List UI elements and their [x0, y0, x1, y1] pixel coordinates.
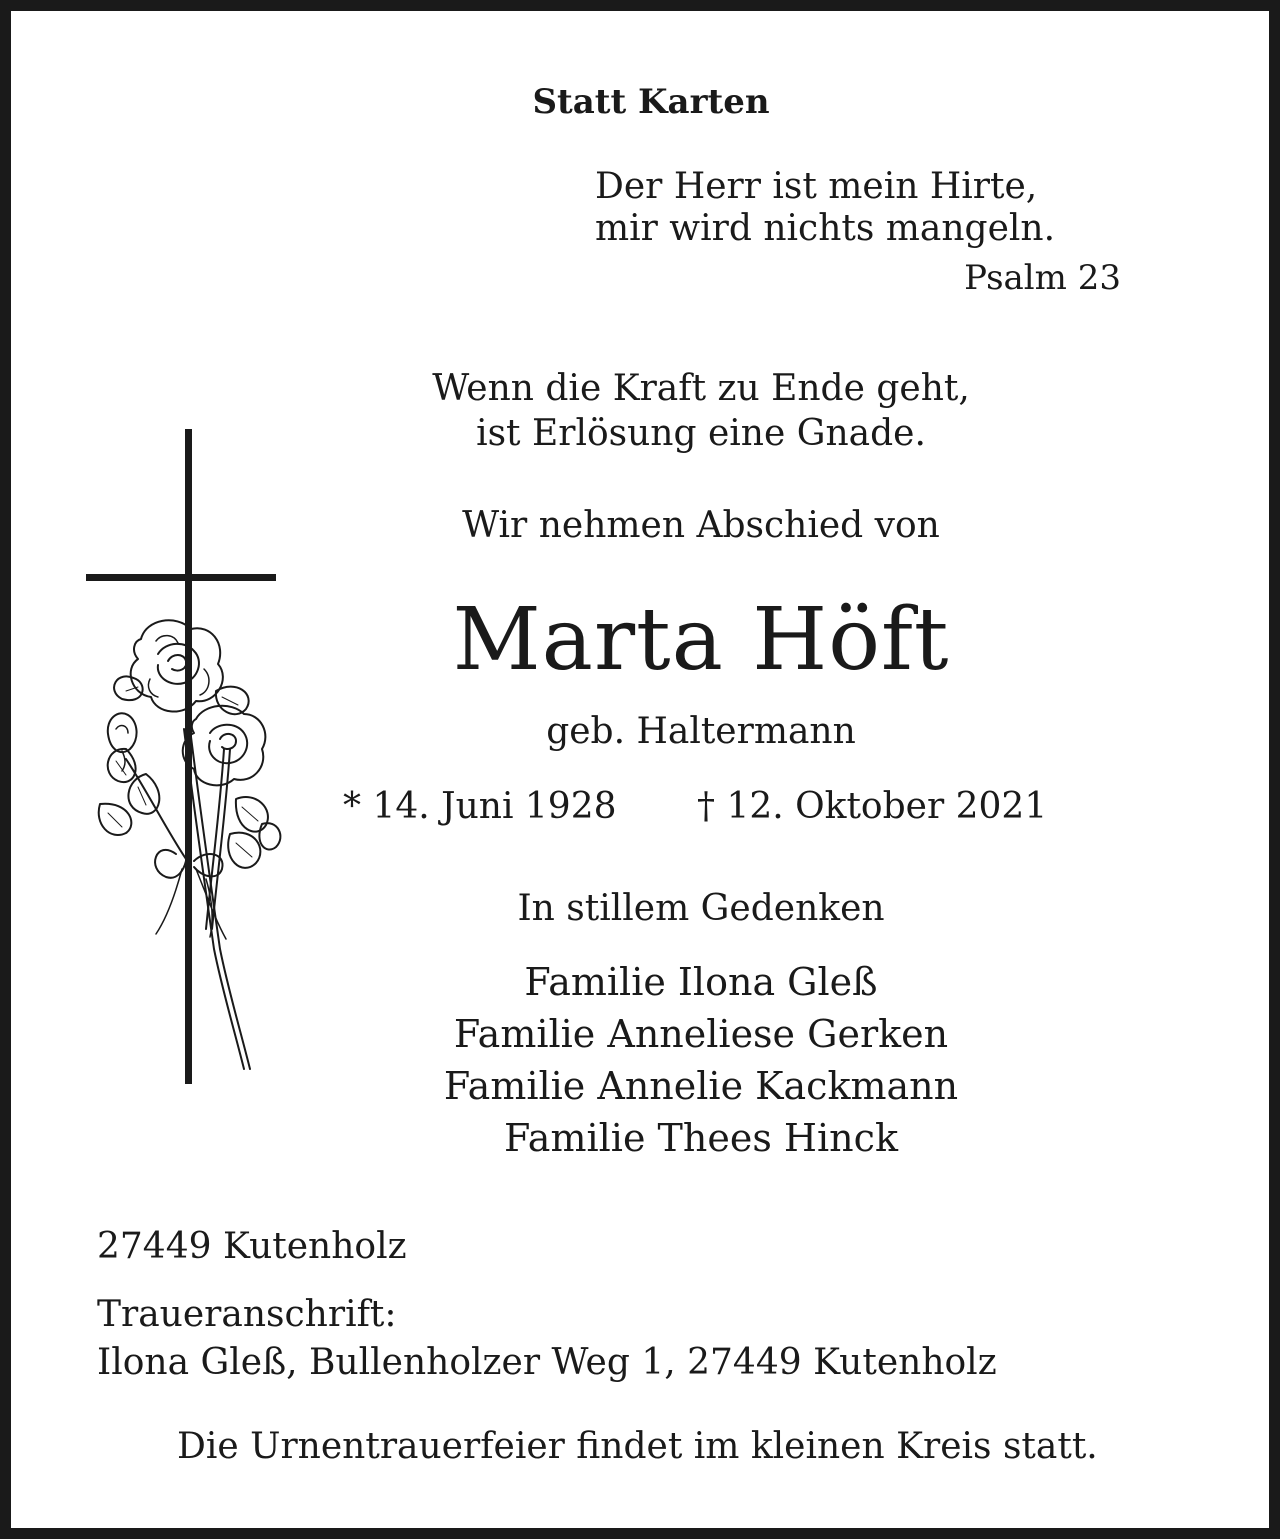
psalm-line-2: mir wird nichts mangeln. [595, 208, 1056, 249]
family-name: Familie Anneliese Gerken [453, 1012, 949, 1056]
psalm-reference: Psalm 23 [964, 258, 1121, 298]
deceased-name: Marta Höft [452, 590, 950, 690]
mourning-address: Ilona Gleß, Bullenholzer Weg 1, 27449 Kutenholz [97, 1342, 997, 1383]
statt-karten-heading: Statt Karten [532, 82, 770, 122]
family-name: Familie Thees Hinck [504, 1116, 898, 1160]
cross-with-roses-icon [86, 429, 306, 1099]
quote-line-2: ist Erlösung eine Gnade. [476, 413, 926, 454]
remembrance-line: In stillem Gedenken [517, 888, 885, 929]
death-date: † 12. Oktober 2021 [697, 786, 1048, 827]
location: 27449 Kutenholz [97, 1226, 407, 1267]
birth-date: * 14. Juni 1928 [343, 786, 617, 827]
farewell-intro: Wir nehmen Abschied von [462, 505, 940, 546]
psalm-line-1: Der Herr ist mein Hirte, [595, 166, 1038, 207]
family-name: Familie Annelie Kackmann [443, 1064, 959, 1108]
quote-line-1: Wenn die Kraft zu Ende geht, [432, 368, 970, 409]
family-name: Familie Ilona Gleß [524, 960, 878, 1004]
ceremony-note: Die Urnentrauerfeier findet im kleinen Kreis statt. [177, 1426, 1098, 1467]
birth-name: geb. Haltermann [546, 711, 856, 752]
mourning-address-label: Traueranschrift: [97, 1294, 397, 1335]
